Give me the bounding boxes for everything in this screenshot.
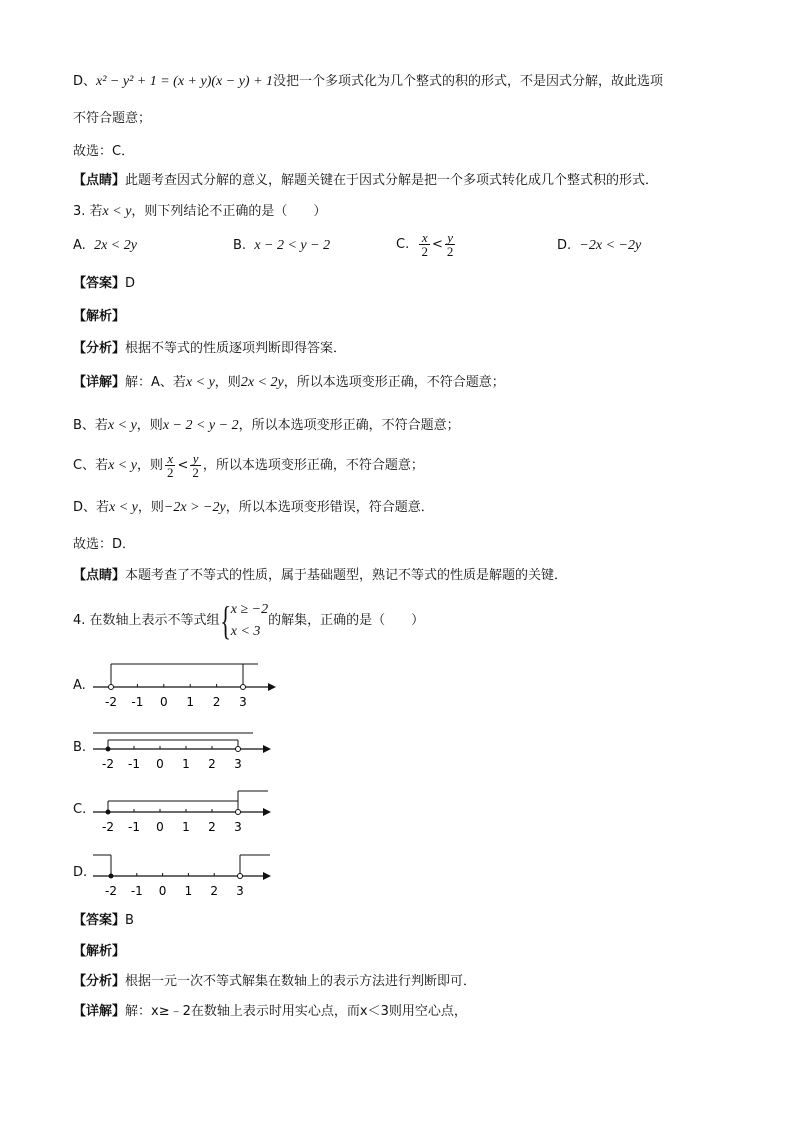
q3-detail-d: D、若x < y，则−2x > −2y，所以本选项变形错误，符合题意． bbox=[73, 500, 434, 515]
tick-label: 1 bbox=[182, 820, 190, 834]
q3-option-c: C. $\frac{x}{2}$ < $\frac{y}{2}$ bbox=[396, 230, 454, 259]
tick-label: 0 bbox=[156, 820, 164, 834]
tick-label: -1 bbox=[128, 820, 140, 834]
tick-label: 3 bbox=[236, 884, 244, 898]
q4-analysis-tag: 【解析】 bbox=[73, 944, 126, 959]
q3-detail-b: B、若x < y，则x − 2 < y − 2，所以本选项变形正确，不符合题意； bbox=[73, 418, 460, 433]
q3-option-d: D. −2x < −2y bbox=[557, 238, 642, 253]
q2-option-d-cont: 不符合题意； bbox=[73, 111, 152, 126]
tick-label: 3 bbox=[234, 757, 242, 771]
tick-label: 0 bbox=[158, 884, 167, 898]
q2-d-expression: x² − y² + 1 = (x + y)(x − y) + 1 bbox=[96, 74, 274, 89]
q4-detail: 【详解】解：x≥﹣2在数轴上表示时用实心点，而x＜3则用空心点， bbox=[73, 1004, 467, 1019]
q3-stem: 3. 若x < y，则下列结论不正确的是（ ） bbox=[73, 204, 327, 219]
q3-detail-c: C、若x < y，则 $\frac{x}{2}$ < $\frac{y}{2}$ ，所以本选项变形正确，不符合题意； bbox=[73, 451, 424, 480]
q3-answer: 【答案】D bbox=[73, 276, 136, 291]
q2-option-d: D、x² − y² + 1 = (x + y)(x − y) + 1没把一个多项式化为几个整式的积的形式，不是因式分解，故此选项 bbox=[73, 74, 664, 89]
q3-detail-a: 【详解】解：A、若x < y，则2x < 2y，所以本选项变形正确，不符合题意； bbox=[73, 375, 505, 390]
q3-fenxi: 【分析】根据不等式的性质逐项判断即得答案． bbox=[73, 341, 347, 356]
tick-label: 1 bbox=[182, 757, 190, 771]
number-line-d bbox=[73, 847, 283, 907]
q4-fenxi: 【分析】根据一元一次不等式解集在数轴上的表示方法进行判断即可． bbox=[73, 974, 477, 989]
q4-option-b: B. -2 -1 0 1 2 3 bbox=[73, 722, 283, 782]
tick-label: -2 bbox=[105, 695, 117, 709]
q4-stem: 4. 在数轴上表示不等式组{ x ≥ −2 x < 3 的解集，正确的是（ ） bbox=[73, 597, 425, 643]
q2-choose: 故选：C． bbox=[73, 144, 135, 159]
tick-label: 1 bbox=[184, 884, 193, 898]
tick-label: 0 bbox=[156, 757, 164, 771]
tick-label: -2 bbox=[105, 884, 117, 898]
q3-choose: 故选：D． bbox=[73, 537, 136, 552]
q4-option-a: A. -2 -1 0 1 2 3 bbox=[73, 660, 283, 720]
q3-option-b: B. x − 2 < y − 2 bbox=[233, 238, 331, 253]
tick-label: -1 bbox=[130, 884, 143, 898]
q4-option-c: C. -2 -1 0 1 2 3 bbox=[73, 784, 283, 844]
number-line-a bbox=[73, 660, 283, 720]
tick-label: 0 bbox=[159, 695, 168, 709]
tick-label: 2 bbox=[208, 757, 216, 771]
tick-label: -1 bbox=[128, 757, 140, 771]
tick-label: -1 bbox=[131, 695, 144, 709]
q3-comment: 【点睛】本题考查了不等式的性质，属于基础题型，熟记不等式的性质是解题的关键． bbox=[73, 568, 568, 583]
q2-comment: 【点睛】此题考查因式分解的意义，解题关键在于因式分解是把一个多项式转化成几个整式积的形式． bbox=[73, 173, 659, 188]
tick-label: -2 bbox=[102, 820, 114, 834]
tick-label: 2 bbox=[212, 695, 221, 709]
tick-label: 2 bbox=[208, 820, 216, 834]
q3-option-a: A. 2x < 2y bbox=[73, 238, 137, 253]
tick-label: 3 bbox=[234, 820, 242, 834]
tick-label: -2 bbox=[102, 757, 114, 771]
number-line-b bbox=[73, 722, 283, 782]
number-line-c bbox=[73, 784, 283, 844]
tick-label: 1 bbox=[186, 695, 195, 709]
tick-label: 3 bbox=[239, 695, 247, 709]
q4-option-d: D. -2 -1 0 1 2 3 bbox=[73, 847, 283, 907]
tick-label: 2 bbox=[210, 884, 219, 898]
q3-analysis-tag: 【解析】 bbox=[73, 309, 126, 324]
q4-answer: 【答案】B bbox=[73, 913, 134, 928]
